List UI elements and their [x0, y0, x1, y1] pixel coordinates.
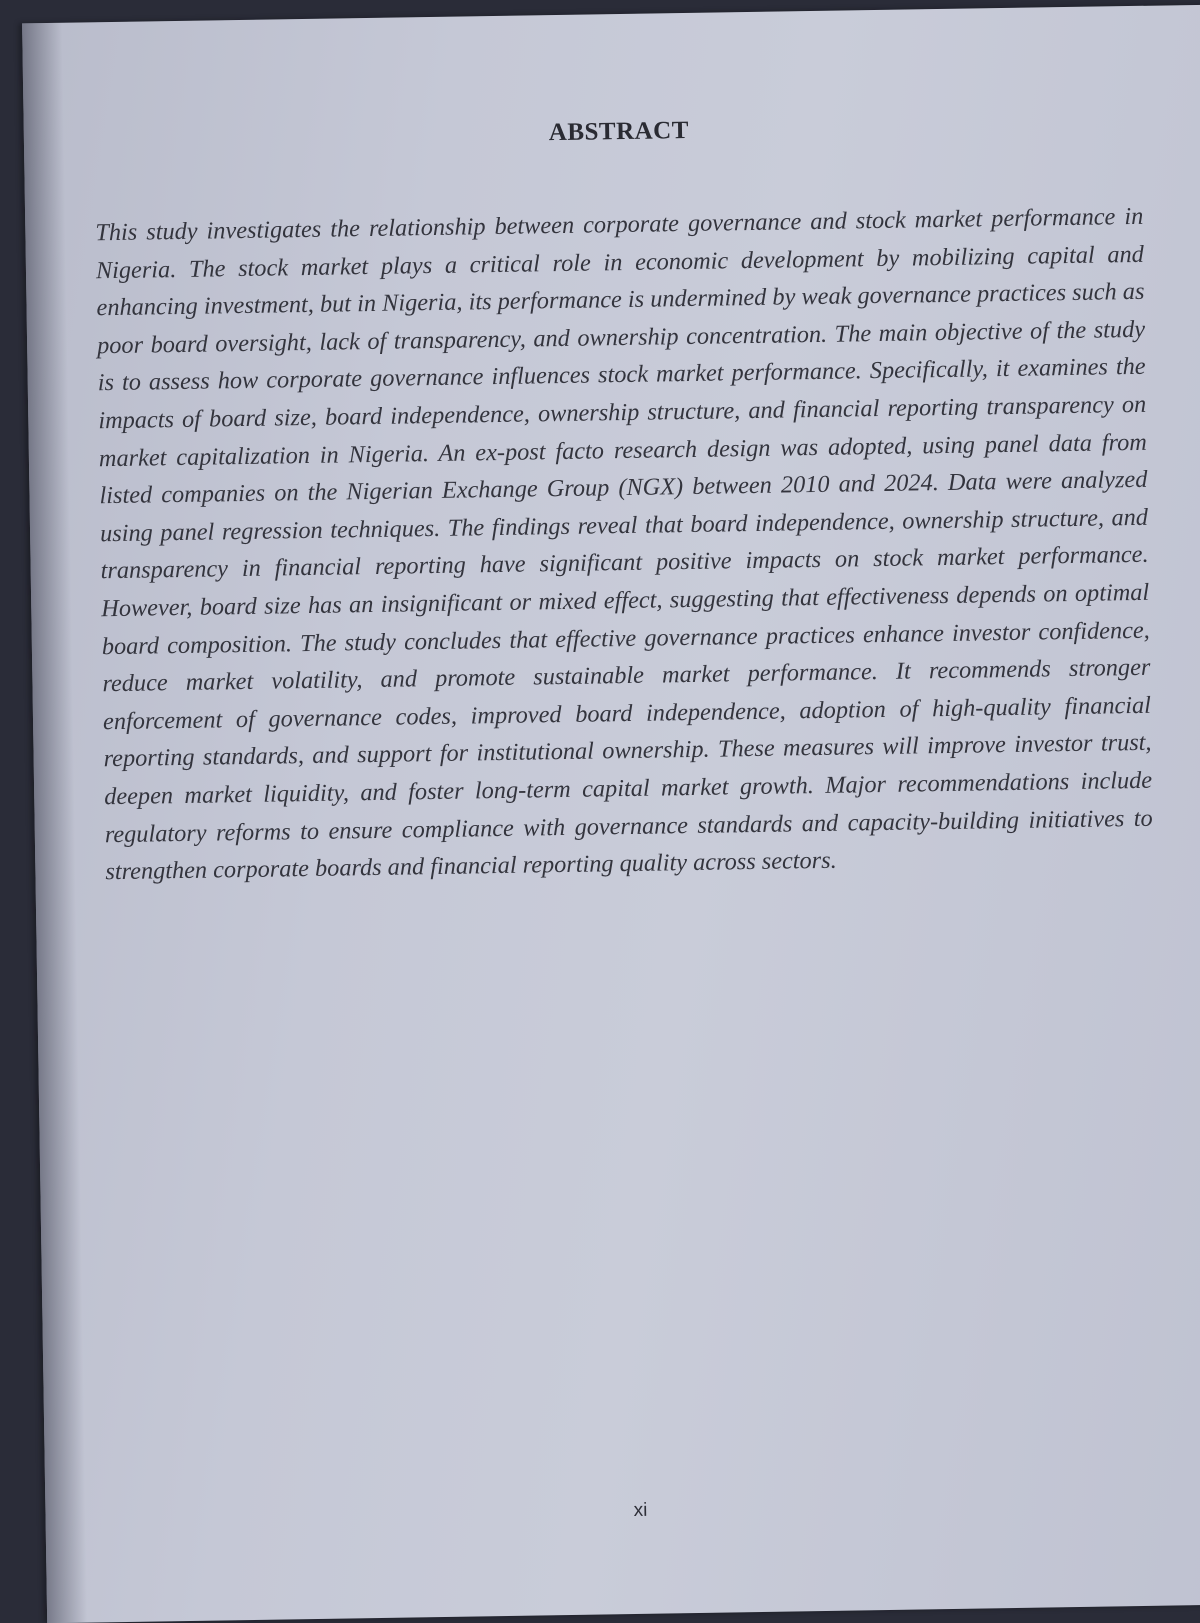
- abstract-paragraph: This study investigates the relationship between corporate governance and stock market performance in Nigeria. The stock market plays a critical role in economic development by mobilizing capital and enhancing investment, but in Nigeria, its performance is undermined by weak governance practices such as poor board oversight, lack of transparency, and ownership concentration. The main objective of the study is to assess how corporate governance influences stock market performance. Specifically, it examines the impacts of board size, board independence, ownership structure, and financial reporting transparency on market capitalization in Nigeria. An ex-post facto research design was adopted, using panel data from listed companies on the Nigerian Exchange Group (NGX) between 2010 and 2024. Data were analyzed using panel regression techniques. The findings reveal that board independence, ownership structure, and transparency in financial reporting have significant positive impacts on stock market performance. However, board size has an insignificant or mixed effect, suggesting that effectiveness depends on optimal board composition. The study concludes that effective governance practices enhance investor confidence, reduce market volatility, and promote sustainable market performance. It recommends stronger enforcement of governance codes, improved board independence, adoption of high-quality financial reporting standards, and support for institutional ownership. These measures will improve investor trust, deepen market liquidity, and foster long-term capital market growth. Major recommendations include regulatory reforms to ensure compliance with governance standards and capacity-building initiatives to strengthen corporate boards and financial reporting quality across sectors.: [95, 202, 1153, 886]
- abstract-heading: ABSTRACT: [548, 116, 690, 147]
- document-page: [22, 5, 1200, 1623]
- page-number: xi: [633, 1499, 648, 1522]
- page-spine-shadow: [22, 23, 87, 1623]
